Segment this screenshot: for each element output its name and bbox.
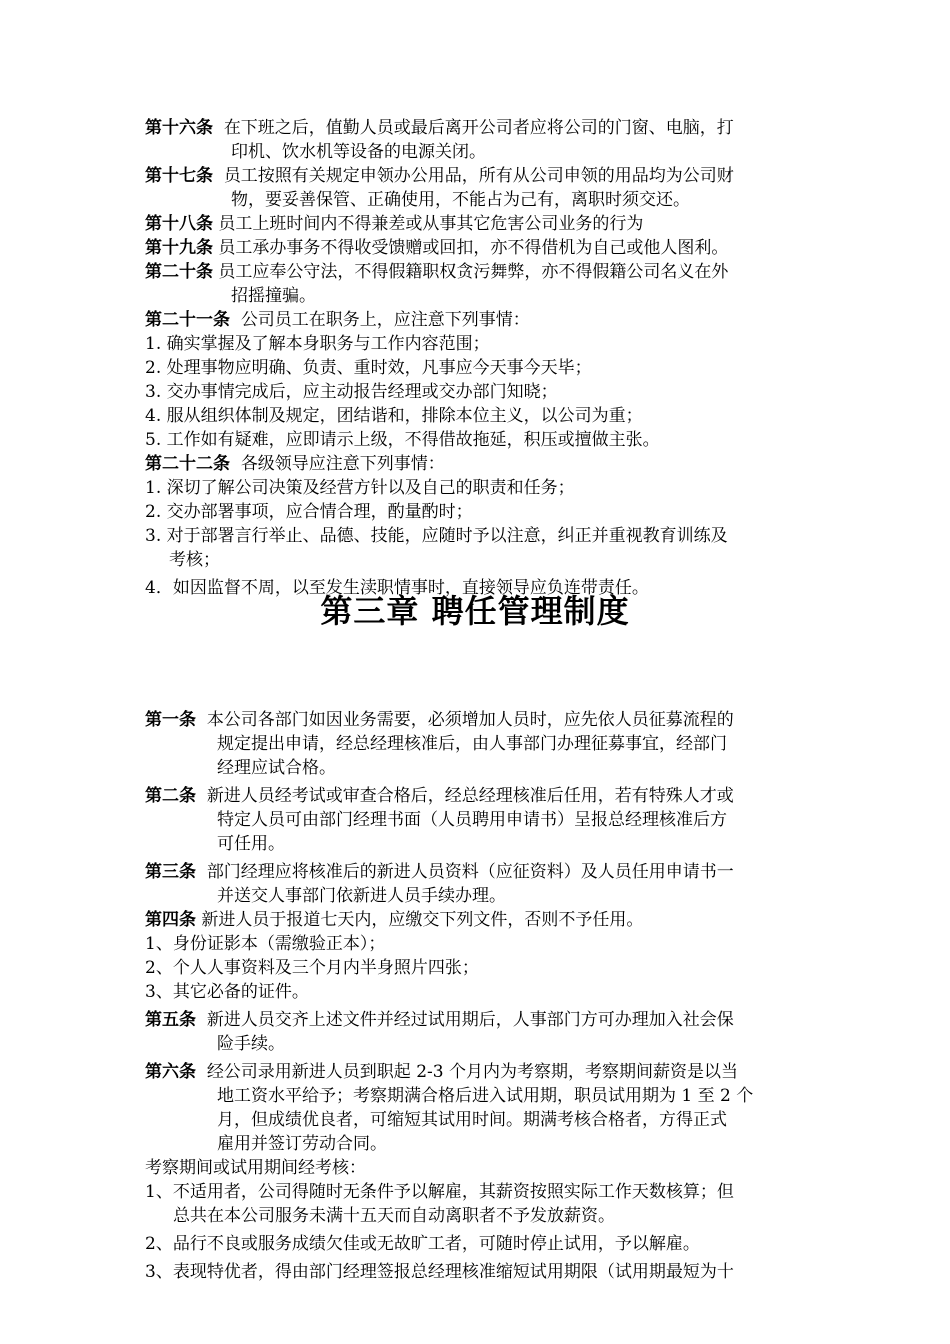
list-item: 2、个人人事资料及三个月内半身照片四张； xyxy=(145,958,479,978)
article-text: 员工承办事务不得收受馈赠或回扣，亦不得借机为自己或他人图利。 xyxy=(218,238,729,258)
article-text: 部门经理应将核准后的新进人员资料（应征资料）及人员任用申请书一 xyxy=(206,862,734,882)
list-item: 2. 处理事物应明确、负责、重时效，凡事应今天事今天毕； xyxy=(145,358,592,378)
article-label: 第二条 xyxy=(145,786,196,806)
article-18 xyxy=(145,212,810,236)
article-text-cont: 特定人员可由部门经理书面（人员聘用申请书）呈报总经理核准后方 xyxy=(217,810,727,830)
article-text: 新进人员交齐上述文件并经过试用期后，人事部门方可办理加入社会保 xyxy=(206,1010,734,1030)
list-item-cont: 考核； xyxy=(169,550,220,570)
article-text: 员工应奉公守法，不得假籍职权贪污舞弊，亦不得假籍公司名义在外 xyxy=(218,262,729,282)
article-22 xyxy=(145,452,810,476)
article-text-cont: 地工资水平给予；考察期满合格后进入试用期，职员试用期为 1 至 2 个 xyxy=(217,1086,754,1106)
list-item: 4．如因监督不周，以至发生渎职情事时，直接领导应负连带责任。 xyxy=(145,578,649,598)
rules-section-1 xyxy=(145,116,810,600)
list-item: 1. 确实掌握及了解本身职务与工作内容范围； xyxy=(145,334,490,354)
article-label: 第二十条 xyxy=(145,262,213,282)
list-item: 4. 服从组织体制及规定，团结谐和，排除本位主义，以公司为重； xyxy=(145,406,643,426)
article-3 xyxy=(145,860,810,908)
article-text-cont: 可任用。 xyxy=(217,834,285,854)
chapter-title: 第三章 聘任管理制度 xyxy=(320,592,630,630)
list-item: 2、品行不良或服务成绩欠佳或无故旷工者，可随时停止试用，予以解雇。 xyxy=(145,1234,700,1254)
article-label: 第六条 xyxy=(145,1062,196,1082)
list-item-cont: 总共在本公司服务未满十五天而自动离职者不予发放薪资。 xyxy=(173,1206,615,1226)
article-6 xyxy=(145,1060,810,1156)
article-21 xyxy=(145,308,810,332)
list-item-text: 3. 对于部署言行举止、品德、技能，应随时予以注意，纠正并重视教育训练及 xyxy=(145,526,728,546)
article-1 xyxy=(145,708,810,780)
article-label: 第二十一条 xyxy=(145,310,230,330)
article-text: 各级领导应注意下列事情： xyxy=(240,454,445,474)
article-4 xyxy=(145,908,810,932)
article-text: 本公司各部门如因业务需要，必须增加人员时，应先依人员征募流程的 xyxy=(206,710,734,730)
article-label: 第十六条 xyxy=(145,118,213,138)
article-text: 员工按照有关规定申领办公用品，所有从公司申领的用品均为公司财 xyxy=(223,166,734,186)
article-text-cont: 物，要妥善保管、正确使用，不能占为己有，离职时须交还。 xyxy=(231,190,690,210)
article-text: 员工上班时间内不得兼差或从事其它危害公司业务的行为 xyxy=(218,214,644,234)
article-label: 第五条 xyxy=(145,1010,196,1030)
article-text-cont: 经理应试合格。 xyxy=(217,758,336,778)
article-text: 在下班之后，值勤人员或最后离开公司者应将公司的门窗、电脑，打 xyxy=(223,118,734,138)
rules-section-2 xyxy=(145,708,810,1284)
article-text-cont: 招摇撞骗。 xyxy=(231,286,316,306)
article-label: 第十八条 xyxy=(145,214,213,234)
article-label: 第三条 xyxy=(145,862,196,882)
article-text-cont: 规定提出申请，经总经理核准后，由人事部门办理征募事宜，经部门 xyxy=(217,734,727,754)
article-text-cont: 月，但成绩优良者，可缩短其试用时间。期满考核合格者，方得正式 xyxy=(217,1110,727,1130)
list-item-text: 1、不适用者，公司得随时无条件予以解雇，其薪资按照实际工作天数核算；但 xyxy=(145,1182,734,1202)
list-item xyxy=(145,1180,810,1228)
article-text-cont: 并送交人事部门依新进人员手续办理。 xyxy=(217,886,506,906)
article-20 xyxy=(145,260,810,308)
list-item: 3、其它必备的证件。 xyxy=(145,982,309,1002)
article-text-cont: 雇用并签订劳动合同。 xyxy=(217,1134,387,1154)
article-2 xyxy=(145,784,810,856)
list-item: 3. 交办事情完成后，应主动报告经理或交办部门知晓； xyxy=(145,382,558,402)
article-label: 第十九条 xyxy=(145,238,213,258)
article-19 xyxy=(145,236,810,260)
article-text: 经公司录用新进人员到职起 2-3 个月内为考察期，考察期间薪资是以当 xyxy=(206,1062,738,1082)
list-item: 2. 交办部署事项，应合情合理，酌量酌时； xyxy=(145,502,473,522)
article-text: 新进人员经考试或审查合格后，经总经理核准后任用，若有特殊人才或 xyxy=(206,786,734,806)
article-text-cont: 险手续。 xyxy=(217,1034,285,1054)
list-item xyxy=(145,524,810,572)
list-item: 5. 工作如有疑难，应即请示上级，不得借故拖延，积压或擅做主张。 xyxy=(145,430,660,450)
article-label: 第十七条 xyxy=(145,166,213,186)
article-text: 新进人员于报道七天内，应缴交下列文件，否则不予任用。 xyxy=(201,910,644,930)
probation-intro: 考察期间或试用期间经考核： xyxy=(145,1158,366,1178)
article-label: 第四条 xyxy=(145,910,196,930)
article-16 xyxy=(145,116,810,164)
article-5 xyxy=(145,1008,810,1056)
list-item: 3、表现特优者，得由部门经理签报总经理核准缩短试用期限（试用期最短为十 xyxy=(145,1262,734,1282)
list-item: 1. 深切了解公司决策及经营方针以及自己的职责和任务； xyxy=(145,478,575,498)
article-text: 公司员工在职务上，应注意下列事情： xyxy=(240,310,530,330)
article-text-cont: 印机、饮水机等设备的电源关闭。 xyxy=(231,142,486,162)
list-item: 1、身份证影本（需缴验正本）； xyxy=(145,934,386,954)
article-label: 第一条 xyxy=(145,710,196,730)
article-label: 第二十二条 xyxy=(145,454,230,474)
article-17 xyxy=(145,164,810,212)
